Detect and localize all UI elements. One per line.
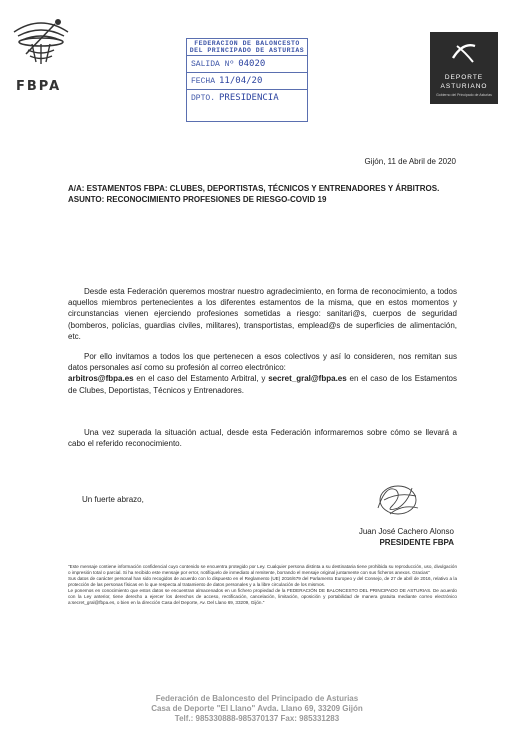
disclaimer-confidentiality: "Este mensaje contiene información confidencial cuyo contenido se encuentra protegido por Ley. Cualquier persona distinta a su destinataria tiene prohibida su reproducción, uso, divulgación o impresión total o parcial. Si ha recibido este mensaje por error, notifíquelo de inmediato al remitente, borrando el mensaje original juntamente con sus ficheros anexos. Gracias"	[68, 564, 457, 575]
deporte-asturiano-logo	[430, 32, 498, 104]
signer-block	[359, 526, 454, 548]
paragraph-3: Una vez superada la situación actual, desde esta Federación informaremos sobre cómo se llevará a cabo el referido reconocimiento.	[68, 428, 457, 449]
paragraph-2-intro: Por ello invitamos a todos los que pertenecen a esos colectivos y así lo consideren, nos remitan sus datos personales así como su profesión al correo electrónico:	[68, 352, 457, 373]
paragraph-1: Desde esta Federación queremos mostrar nuestro agradecimiento, en forma de reconocimiento, a todos aquellos miembros pertenecientes a los diferentes estamentos de la misma, que en estos momentos y circunstancias vienen ejerciendo profesiones sometidas a riesgo: sanitari@s, cuerpos de seguridad (bomberos, policías, guardias civiles, militares), transportistas, emplead@s de superficies de alimentación, etc.	[68, 287, 457, 341]
stamp-header	[187, 39, 307, 55]
basketball-hoop-icon	[8, 12, 74, 74]
stamp-fecha-value: 11/04/20	[219, 76, 263, 86]
letterhead-footer	[0, 694, 514, 724]
footer-address: Casa de Deporte "El Llano" Avda. Llano 69, 33209 Gijón	[151, 704, 363, 713]
stamp-dpto-label: DPTO.	[191, 93, 216, 103]
email-arbitros: arbitros@fbpa.es	[68, 374, 134, 384]
deporte-logo-line2: ASTURIANO	[440, 83, 488, 90]
stamp-fecha-row	[187, 72, 307, 89]
email-secret: secret_gral@fbpa.es	[268, 374, 347, 384]
closing-greeting: Un fuerte abrazo,	[82, 495, 144, 504]
paragraph-2-end: en el caso de los Estamentos de Clubes, Deportistas, Técnicos y Entrenadores.	[68, 374, 457, 395]
disclaimer-data-collection: Sus datos de carácter personal han sido recogidos de acuerdo con lo dispuesto en el Reglamento (UE) 2016/679 del Parlamento Europeo y del Consejo, de 27 de abril de 2016, relativo a la protección de las personas físicas en lo que respecta al tratamiento de datos personales y a la libre circulación de los mismos.	[68, 576, 457, 587]
deporte-logo-line1: DEPORTE	[444, 74, 484, 81]
disclaimer-rights: Le ponemos en conocimiento que estos datos se encuentran almacenados en un fichero propiedad de la FEDERACIÓN DE BALONCESTO DEL PRINCIPADO DE ASTURIAS. De acuerdo con la Ley anterior, tiene derecho a ejercer los derechos de acceso, rectificación, cancelación, limitación, oposición y portabilidad de manera gratuita mediante correo electrónico a:secret_gral@fbpa.es, o bien en la dirección Casa del Deporte, Av. Del Llano 69, 33209, Gijón."	[68, 588, 457, 605]
fbpa-logo-text: FBPA	[16, 79, 62, 94]
registry-stamp	[186, 38, 308, 122]
stamp-dpto-row	[187, 89, 307, 106]
deporte-logo-subline: Gobierno del Principado de Asturias	[436, 93, 492, 97]
handwritten-signature	[372, 478, 424, 520]
stamp-salida-label: SALIDA Nº	[191, 59, 235, 69]
stamp-salida-row	[187, 55, 307, 72]
signer-title: PRESIDENTE FBPA	[379, 538, 454, 547]
footer-phone: Telf.: 985330888-985370137 Fax: 985331283	[174, 714, 340, 723]
stamp-dpto-value: PRESIDENCIA	[219, 93, 279, 103]
swoosh-icon	[449, 38, 479, 68]
fbpa-logo	[8, 12, 78, 100]
subject-asunto: ASUNTO: RECONOCIMIENTO PROFESIONES DE RIESGO-COVID 19	[68, 195, 327, 204]
footer-org-name: Federación de Baloncesto del Principado de Asturias	[155, 694, 359, 703]
stamp-header-line1: FEDERACION DE BALONCESTO	[194, 40, 300, 47]
stamp-header-line2: DEL PRINCIPADO DE ASTURIAS	[189, 47, 305, 54]
signer-name: Juan José Cachero Alonso	[358, 527, 454, 536]
stamp-salida-value: 04020	[238, 59, 266, 69]
paragraph-2	[68, 351, 457, 396]
letter-subject	[68, 183, 439, 205]
legal-disclaimer	[68, 564, 457, 606]
paragraph-2-mid: en el caso del Estamento Arbitral, y	[133, 374, 269, 384]
letter-date: Gijón, 11 de Abril de 2020	[364, 157, 456, 166]
subject-recipients: A/A: ESTAMENTOS FBPA: CLUBES, DEPORTISTAS, TÉCNICOS Y ENTRENADORES Y ÁRBITROS.	[68, 184, 440, 193]
stamp-fecha-label: FECHA	[191, 76, 216, 86]
